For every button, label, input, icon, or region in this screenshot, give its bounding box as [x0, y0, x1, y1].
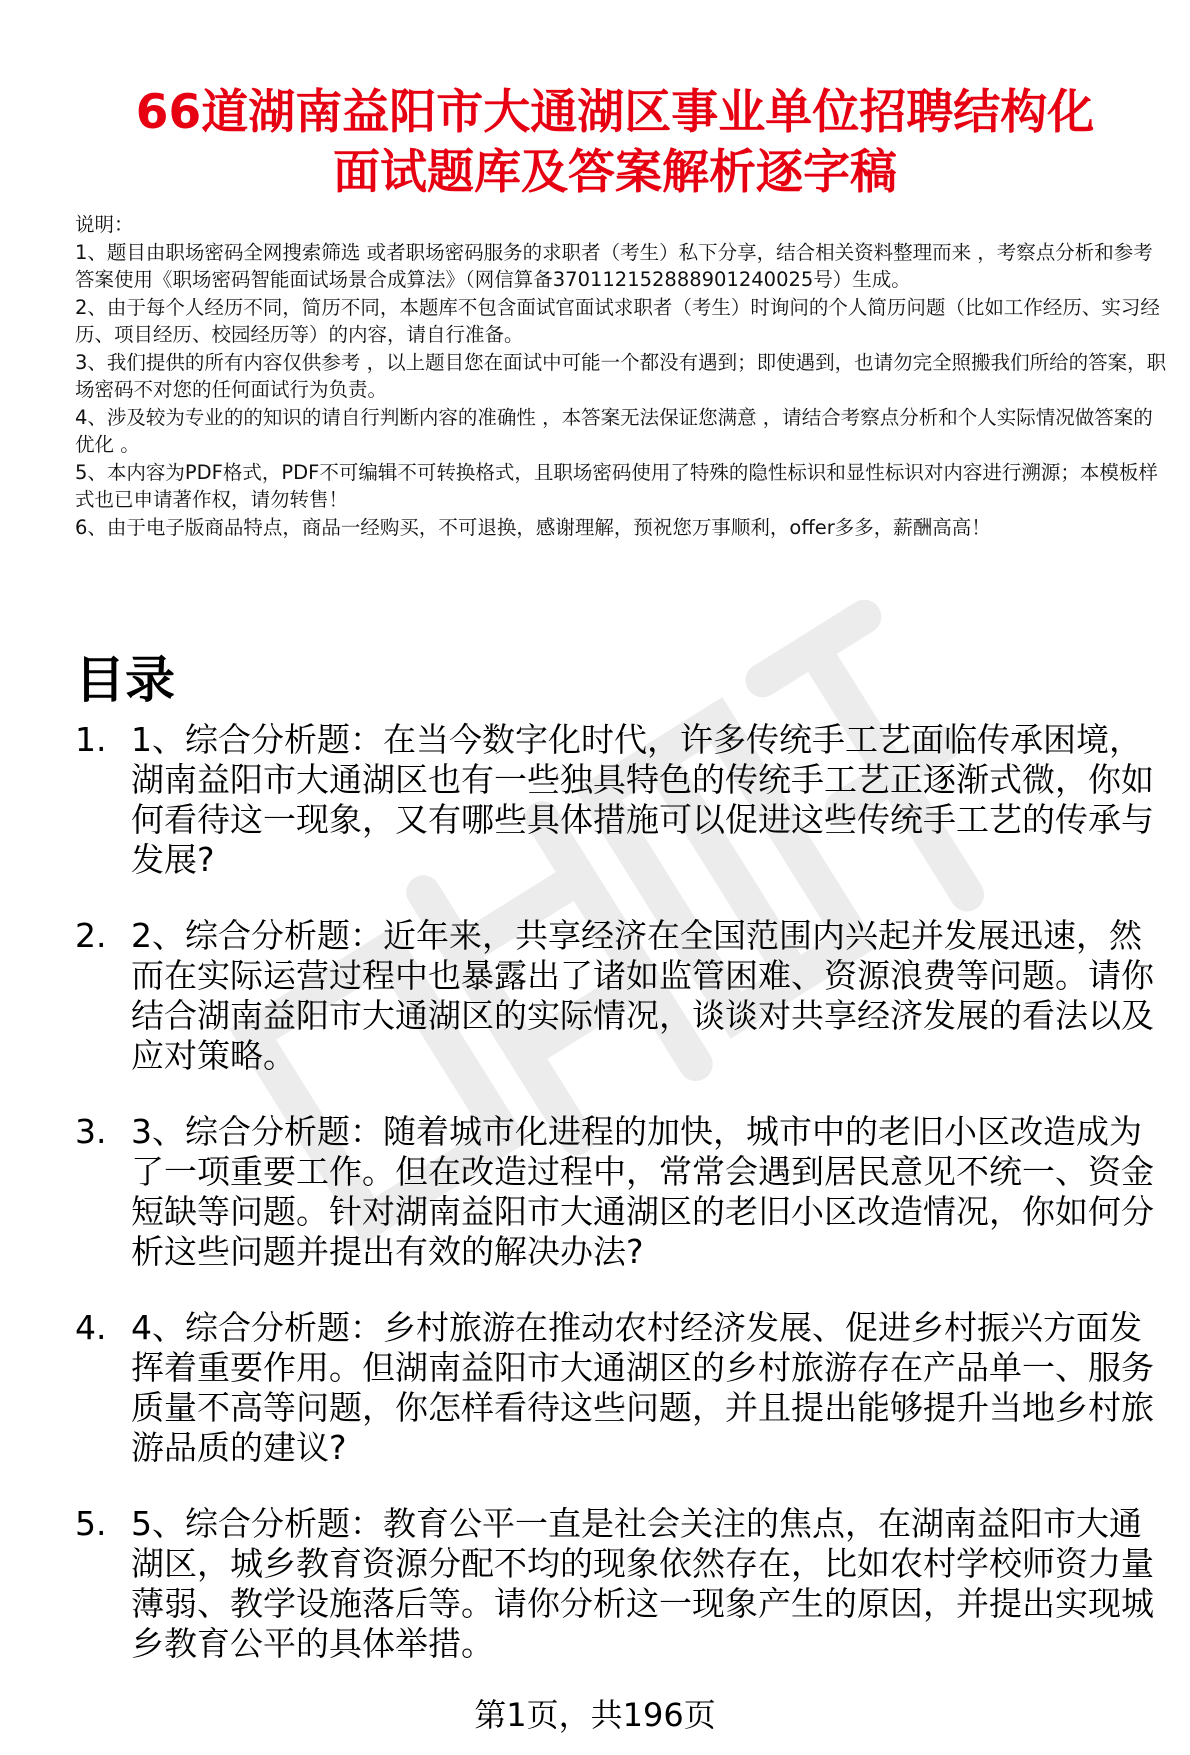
document-title: [70, 83, 1160, 203]
table-of-contents: [75, 720, 1168, 1700]
toc-item-text[interactable]: 4、综合分析题：乡村旅游在推动农村经济发展、促进乡村振兴方面发挥着重要作用。但湖南益阳市大通湖区的乡村旅游存在产品单一、服务质量不高等问题，你怎样看待这些问题，并且提出能够提升当地乡村旅游品质的建议?: [131, 1308, 1154, 1467]
notes-item: 1、题目由职场密码全网搜索筛选 或者职场密码服务的求职者（考生）私下分享，结合相关资料整理而来 ，考察点分析和参考答案使用《职场密码智能面试场景合成算法》（网信算备370112152888901240025号）生成。: [75, 240, 1153, 291]
toc-item-number: 3.: [75, 1112, 107, 1151]
toc-item-text[interactable]: 2、综合分析题：近年来，共享经济在全国范围内兴起并发展迅速，然而在实际运营过程中也暴露出了诸如监管困难、资源浪费等问题。请你结合湖南益阳市大通湖区的实际情况，谈谈对共享经济发展的看法以及应对策略。: [131, 916, 1154, 1075]
toc-item-number: 4.: [75, 1308, 107, 1347]
title-line-2: 面试题库及答案解析逐字稿: [333, 145, 897, 201]
notes-item: 3、我们提供的所有内容仅供参考 ，以上题目您在面试中可能一个都没有遇到；即使遇到，也请勿完全照搬我们所给的答案，职场密码不对您的任何面试行为负责。: [75, 350, 1167, 401]
toc-item-text[interactable]: 5、综合分析题：教育公平一直是社会关注的焦点，在湖南益阳市大通湖区，城乡教育资源分配不均的现象依然存在，比如农村学校师资力量薄弱、教学设施落后等。请你分析这一现象产生的原因，并提出实现城乡教育公平的具体举措。: [131, 1504, 1154, 1663]
notes-item: 2、由于每个人经历不同，简历不同，本题库不包含面试官面试求职者（考生）时询问的个人简历问题（比如工作经历、实习经历、项目经历、校园经历等）的内容，请自行准备。: [75, 295, 1160, 346]
title-line-1: 66道湖南益阳市大通湖区事业单位招聘结构化: [135, 85, 1095, 141]
toc-item-number: 1.: [75, 720, 107, 759]
notes-item: 5、本内容为PDF格式，PDF不可编辑不可转换格式，且职场密码使用了特殊的隐性标识和显性标识对内容进行溯源；本模板样式也已申请著作权，请勿转售！: [75, 460, 1158, 511]
toc-item-text[interactable]: 1、综合分析题：在当今数字化时代，许多传统手工艺面临传承困境，湖南益阳市大通湖区也有一些独具特色的传统手工艺正逐渐式微，你如何看待这一现象，又有哪些具体措施可以促进这些传统手工艺的传承与发展?: [131, 720, 1154, 879]
toc-item[interactable]: [75, 916, 1168, 1076]
toc-heading: 目录: [75, 650, 175, 709]
page-footer: 第1页，共196页: [474, 1696, 716, 1734]
toc-item-number: 5.: [75, 1504, 107, 1543]
toc-item-text[interactable]: 3、综合分析题：随着城市化进程的加快，城市中的老旧小区改造成为了一项重要工作。但在改造过程中，常常会遇到居民意见不统一、资金短缺等问题。针对湖南益阳市大通湖区的老旧小区改造情况，你如何分析这些问题并提出有效的解决办法?: [131, 1112, 1154, 1271]
toc-item-number: 2.: [75, 916, 107, 955]
notes-item: 4、涉及较为专业的的知识的请自行判断内容的准确性 ，本答案无法保证您满意 ，请结合考察点分析和个人实际情况做答案的优化 。: [75, 405, 1153, 456]
notes-item: 6、由于电子版商品特点，商品一经购买，不可退换，感谢理解，预祝您万事顺利，offer多多，薪酬高高！: [75, 515, 991, 539]
notes-section: [75, 211, 1170, 541]
notes-heading: 说明：: [75, 213, 134, 236]
toc-item[interactable]: [75, 720, 1168, 880]
toc-item[interactable]: [75, 1112, 1168, 1272]
toc-item[interactable]: [75, 1504, 1168, 1664]
toc-item[interactable]: [75, 1308, 1168, 1468]
